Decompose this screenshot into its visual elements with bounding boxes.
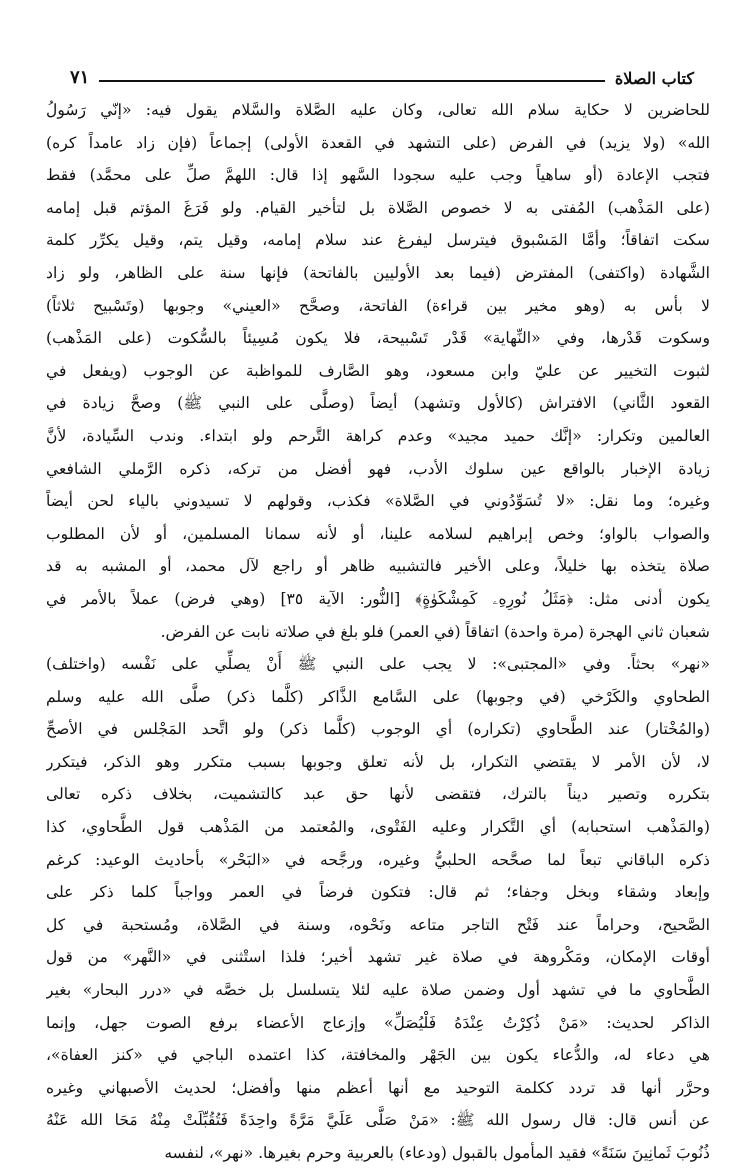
text-line-28: الطَّحاوي ما في تشهد أول وضمن صلاة عليه لئلا يتسلسل بل خصَّه في «درر البحار» بغير bbox=[46, 981, 710, 1000]
text-line-5: سكت اتفاقاً؛ وأمَّا المَسْبوق فيترسل ليفرغ عند سلام إمامه، وقيل يتم، وقيل يكرِّر كلمة bbox=[46, 231, 710, 250]
text-line-29: الذاكر لحديث: «مَنْ ذُكِرْتُ عِنْدَهُ فَلْيُصَلِّ» وإزعاج الأعضاء برفع الصوت جهل، وإنما bbox=[46, 1013, 710, 1032]
text-line-13: وغيره؛ وما نقل: «لا تُسَوِّدُوني في الصَّلاة» فكذب، وقولهم لا تسيدوني بالياء لحن أيضاً bbox=[46, 492, 710, 511]
text-line-9: لثبوت التخيير عن عليّ وابن مسعود، وهو الصَّارف للمواظبة عن الوجوب (ويفعل في bbox=[46, 361, 710, 380]
text-line-31: وحرَّر أنها قد تردد ككلمة التوحيد مع أنها أعظم منها وأفضل؛ لحديث الأصبهاني وغيره bbox=[46, 1078, 710, 1097]
text-line-21: لا، لأن الأمر لا يقتضي التكرار، بل لأنه تعلق وجوبها بسبب متكرر وهو الذكر، فيتكرر bbox=[46, 752, 710, 771]
text-line-23: (والمَذْهب استحبابه) أي التَّكرار وعليه الفَتْوى، والمُعتمد من المَذْهب قول الطَّحاوي، كذا bbox=[46, 818, 710, 837]
text-line-8: وسكوت قَدْرها، وفي «النِّهاية» قَدْر تَسْبيحة، فلا يكون مُسِيئاً بالسُّكوت (على المَذْهب) bbox=[46, 329, 710, 348]
text-line-3: فتجب الإعادة (أو ساهياً وجب عليه سجودا السَّهو إذا قال: اللهمَّ صلِّ على محمَّد) فقط bbox=[46, 166, 710, 185]
text-line-7: لا بأس به (وهو مخير بين قراءة) الفاتحة، وصحَّح «العيني» وجوبها (وتَسْبيح ثلاثاً) bbox=[46, 296, 710, 315]
text-line-19: الطحاوي والكَرْخي (في وجوبها) على السَّامع الذَّاكر (كلَّما ذكر) صلَّى الله عليه وسلم bbox=[46, 687, 710, 706]
text-line-24: ذكره الباقاني تبعاً لما صحَّحه الحلبيُّ وغيره، ورجَّحه في «البَحْر» بأحاديث الوعيد: كرغم bbox=[46, 850, 710, 869]
text-line-6: الشَّهادة (واكتفى) المفترض (فيما بعد الأوليين بالفاتحة) فإنها سنة على الظاهر، ولو زاد bbox=[46, 263, 710, 282]
page-header bbox=[70, 56, 694, 88]
page-number: ٧١ bbox=[70, 67, 90, 88]
text-line-26: الصَّحيح، وحراماً عند فَتْح التاجر متاعه ونَحْوه، وسنة في الصَّلاة، ومُستحبة في كل bbox=[46, 915, 710, 934]
text-line-17: شعبان ثاني الهجرة (مرة واحدة) اتفاقاً (في العمر) فلو بلغ في صلاته نابت عن الفرض. bbox=[160, 622, 710, 641]
text-line-33: ذُنُوبَ ثَمانِينَ سَنَةً» فقيد المأمول بالقبول (ودعاء) بالعربية وحرم بغيرها. «نهر»، لنفسه bbox=[164, 1144, 710, 1162]
text-line-10: القعود الثَّاني) الافتراش (كالأول وتشهد) أيضاً (وصلَّى على النبي ﷺ) وصحَّ زيادة في bbox=[46, 394, 710, 413]
text-line-20: (والمُخْتار) عند الطَّحاوي (تكراره) أي الوجوب (كلَّما ذكر) ولو اتَّحد المَجْلس في الأصحِّ bbox=[46, 720, 710, 739]
text-line-27: أوقات الإمكان، ومَكْروهة في صلاة غير تشهد أخير؛ فلذا استْثنى في «النَّهر» من قول bbox=[46, 948, 710, 967]
text-line-15: صلاة يتخذه بها خليلاً، وعلى الأخير فالتشبيه ظاهر أو راجع لآل محمد، أو المشبه به قد bbox=[46, 557, 710, 576]
text-line-1: للحاضرين لا حكاية سلام الله تعالى، وكان عليه الصَّلاة والسَّلام يقول فيه: «إنّي رَسُولُ bbox=[46, 101, 710, 119]
text-line-25: وإبعاد وشقاء وبخل وجفاء؛ ثم قال: فتكون فرضاً في العمر وواجباً كلما ذكر على bbox=[46, 883, 710, 902]
text-line-22: بتكرره وتصير ديناً بالترك، فتقضى لأنها حق عبد كالتشميت، بخلاف ذكره تعالى bbox=[46, 785, 710, 804]
text-line-2: الله» (ولا يزيد) في الفرض (على التشهد في القعدة الأولى) إجماعاً (فإن زاد عامداً كره) bbox=[46, 133, 710, 152]
chapter-title: كتاب الصلاة bbox=[614, 69, 694, 88]
text-line-16: يكون أدنى مثل: ﴿مَثَلُ نُورِهِۦ كَمِشْكَوٰةٍ﴾ [النُّور: الآية ٣٥] (وهي فرض) عملاً بالأمر في bbox=[46, 589, 710, 608]
text-line-14: والصواب بالواو؛ وخص إبراهيم لسلامه علينا، أو لأنه سمانا المسلمين، أو لأن المطلوب bbox=[46, 524, 710, 543]
text-line-18: «نهر» بحثاً. وفي «المجتبى»: لا يجب على النبي ﷺ أَنْ يصلِّي على نَفْسه (واختلف) bbox=[46, 655, 710, 674]
text-line-4: (على المَذْهب) المُفتى به لا خصوص الصَّلاة بل لتأخير القيام. ولو فَرَغَ المؤتم قبل إمامه bbox=[46, 198, 710, 217]
text-line-11: العالمين وتكرار: «إنَّك حميد مجيد» وعدم كراهة التَّرحم ولو ابتداء. وندب السِّيادة، لأنَّ bbox=[46, 426, 710, 445]
text-line-32: عن أنس قال: قال رسول الله ﷺ: «مَنْ صَلَّى عَلَيَّ مَرَّةً واحِدَةً فَتُقُبِّلَتْ مِنْهُ مَحَا الله عَنْهُ bbox=[46, 1111, 710, 1130]
text-line-30: هي دعاء له، والدُّعاء يكون بين الجَهْر والمخافتة، كذا اعتمده الباجي في «كنز العفاة»، bbox=[46, 1046, 710, 1065]
header-rule bbox=[99, 80, 605, 82]
text-line-12: زيادة الإخبار بالواقع عين سلوك الأدب، فهو أفضل من تركه، ذكره الرَّملي الشافعي bbox=[46, 459, 710, 478]
text-body bbox=[46, 94, 710, 1170]
